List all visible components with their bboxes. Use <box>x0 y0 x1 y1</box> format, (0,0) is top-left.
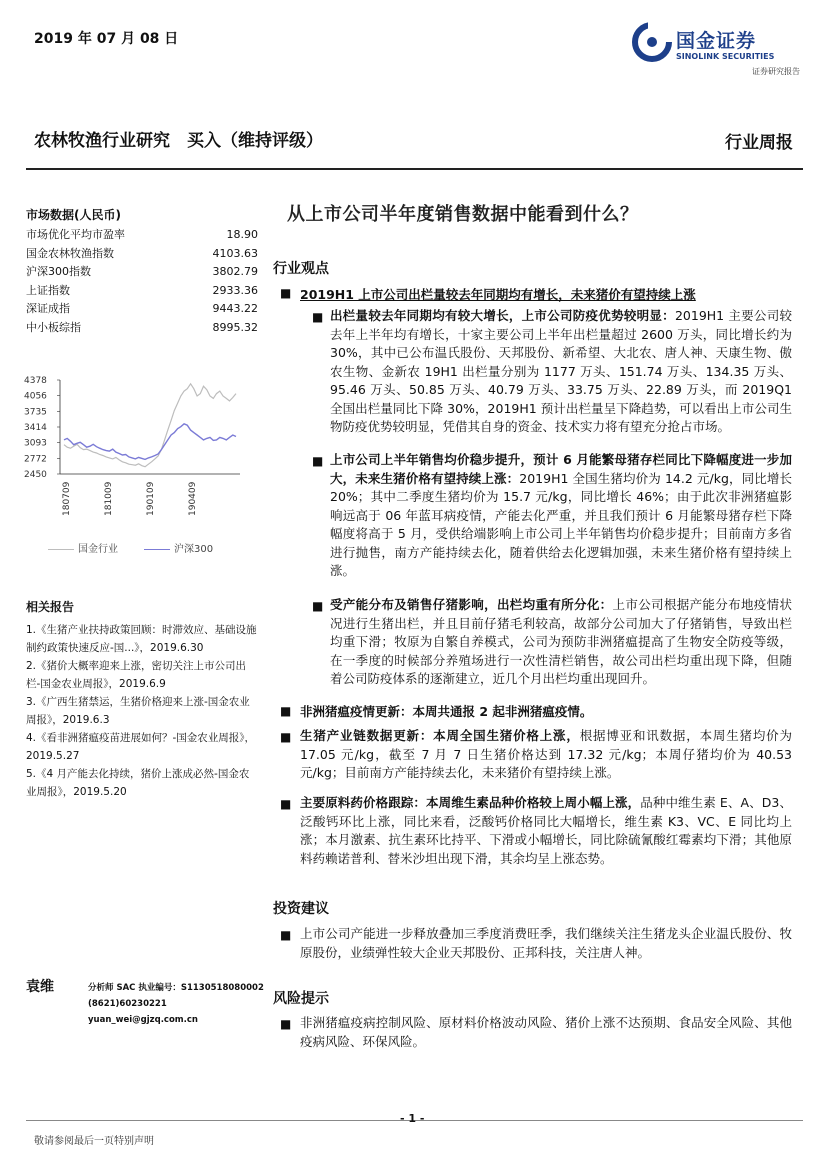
related-report-item[interactable]: 5.《4 月产能去化持续，猪价上涨成必然-国金农业周报》，2019.5.20 <box>26 768 250 798</box>
chart-y-tick-label: 2772 <box>24 454 47 465</box>
chart-y-tick-label: 4378 <box>24 376 47 386</box>
legend-item-hs300: 沪深300 <box>144 540 213 555</box>
header-rule <box>26 168 803 170</box>
market-row-value: 18.90 <box>226 228 258 241</box>
market-row <box>26 263 258 282</box>
related-report-item[interactable]: 1.《生猪产业扶持政策回顾：时滞效应、基础设施制约政策快速反应-国...》，2019.6.30 <box>26 624 257 654</box>
market-data-block <box>26 206 258 337</box>
invest-text: 上市公司产能进一步释放叠加三季度消费旺季，我们继续关注生猪龙头企业温氏股份、牧原股份，业绩弹性较大企业天邦股份、正邦科技，关注唐人神。 <box>300 926 792 960</box>
related-report-item[interactable]: 2.《猪价大概率迎来上涨，密切关注上市公司出栏-国金农业周报》，2019.6.9 <box>26 660 247 690</box>
point3: 生猪产业链数据更新：本周全国生猪价格上涨，根据博亚和讯数据，本周生猪均价为 17.05 元/kg，截至 7 月 7 日生猪价格达到 17.32 元/kg；本周仔猪均价为 40.53 元/kg；目前南方产能持续去化，未来猪价有望持续上涨。 <box>300 728 792 780</box>
section-head-risk: 风险提示 <box>273 991 329 1007</box>
risk-text: 非洲猪瘟疫病控制风险、原材料价格波动风险、猪价上涨不达预期、食品安全风险、其他疫病风险、环保风险。 <box>300 1015 792 1049</box>
analyst-phone: (8621)60230221 <box>88 999 167 1009</box>
brand-name-cn: 国金证券 <box>676 30 757 52</box>
chart-x-tick-label: 190109 <box>146 481 156 516</box>
report-date: 2019 年 07 月 08 日 <box>34 31 179 47</box>
related-report-item[interactable]: 4.《看非洲猪瘟疫苗进展如何？-国金农业周报》，2019.5.27 <box>26 732 256 762</box>
bullet-icon: ■ <box>312 454 324 468</box>
footer-note: 敬请参阅最后一页特别声明 <box>34 1136 154 1147</box>
analyst-cert: 分析师 SAC 执业编号：S1130518080002 <box>88 983 264 993</box>
chart-y-tick-label: 3735 <box>24 407 47 418</box>
market-row <box>26 245 258 264</box>
chart-series-line-0 <box>64 384 236 467</box>
related-report-item[interactable]: 3.《广西生猪禁运，生猪价格迎来上涨-国金农业周报》，2019.6.3 <box>26 696 250 726</box>
market-row <box>26 282 258 301</box>
market-row-label: 沪深300指数 <box>26 265 91 278</box>
bullet-icon: ■ <box>280 1017 292 1031</box>
market-row <box>26 319 258 338</box>
sub-point-3: 受产能分布及销售仔猪影响，出栏均重有所分化：上市公司根据产能分布地疫情状况进行生猪出栏，并且目前仔猪毛利较高，故部分公司加大了仔猪销售，导致出栏均重下滑；牧原为自繁自养模式，公司为预防非洲猪瘟提高了生物安全防疫等级，在一季度的时候部分养殖场进行一次性清栏销售，故公司出栏均重出现下降，但随着公司防疫体系的逐渐建立，近几个月出栏均重出现回升。 <box>330 597 792 686</box>
legend-item-industry: 国金行业 <box>48 540 118 555</box>
market-row-label: 深证成指 <box>26 302 70 315</box>
section-head-invest: 投资建议 <box>273 901 329 917</box>
related-reports <box>26 598 258 801</box>
chart-x-tick-label: 190409 <box>188 481 198 516</box>
brand-subtitle: 证券研究报告 <box>752 67 800 76</box>
bullet-icon: ■ <box>312 310 324 324</box>
bullet-icon: ■ <box>280 730 292 744</box>
market-row-label: 中小板综指 <box>26 320 81 334</box>
bullet-icon: ■ <box>280 704 292 718</box>
market-row-value: 9443.22 <box>212 302 258 315</box>
chart-y-tick-label: 3414 <box>24 423 47 433</box>
market-row-label: 市场优化平均市盈率 <box>26 228 125 241</box>
analyst-email: yuan_wei@gjzq.com.cn <box>88 1015 198 1025</box>
chart-y-tick-label: 3093 <box>24 438 47 449</box>
sub-point-1: 出栏量较去年同期均有较大增长，上市公司防疫优势较明显：2019H1 主要公司较去年上半年均有增长，十家主要公司上半年出栏量超过 2600 万头，同比增长约为 30%，其中已公布温氏股份、天邦股份、新希望、大北农、唐人神、天康生物、傲农生物、金新农 19H1 出栏量分别为 1177 万头、151.74 万头、134.35 万头、95.46 万头、50.85 万头、40.79 万头、33.75 万头、22.89 万头，而 2019Q1 全国出栏量同比下降 30%，2019H1 预计出栏量呈下降趋势，可以看出上市公司生物防疫优势较明显，凭借其自身的资金、技术实力将有望充分抢占市场。 <box>330 308 792 434</box>
point1-head: 2019H1 上市公司出栏量较去年同期均有增长，未来猪价有望持续上涨 <box>300 287 696 302</box>
report-header-title: 农林牧渔行业研究 买入（维持评级） <box>34 131 323 151</box>
point2: 非洲猪瘟疫情更新：本周共通报 2 起非洲猪瘟疫情。 <box>300 704 593 719</box>
chart-legend <box>48 540 258 555</box>
chart-y-tick-label: 4056 <box>24 391 47 402</box>
bullet-icon: ■ <box>280 928 292 942</box>
chart-series-line-1 <box>64 424 236 460</box>
index-chart <box>20 368 260 568</box>
analyst-info <box>88 980 268 1028</box>
brand-logo <box>632 22 807 82</box>
sinolink-logo-icon <box>632 22 672 62</box>
main-title: 从上市公司半年度销售数据中能看到什么？ <box>287 204 639 225</box>
bullet-icon: ■ <box>280 286 292 300</box>
chart-x-tick-label: 181009 <box>104 481 114 516</box>
bullet-icon: ■ <box>312 599 324 613</box>
market-row-label: 上证指数 <box>26 283 70 297</box>
market-row <box>26 300 258 319</box>
page-number: - 1 - <box>400 1112 425 1125</box>
related-reports-title: 相关报告 <box>26 600 75 614</box>
bullet-icon: ■ <box>280 797 292 811</box>
market-row-value: 2933.36 <box>212 283 258 297</box>
market-row-label: 国金农林牧渔指数 <box>26 246 114 260</box>
market-row <box>26 226 258 245</box>
chart-x-tick-label: 180709 <box>62 481 72 516</box>
analyst-name: 袁维 <box>26 979 54 995</box>
market-row-value: 4103.63 <box>212 246 258 260</box>
market-data-list <box>26 226 258 337</box>
point4: 主要原料药价格跟踪：本周维生素品种价格较上周小幅上涨，品种中维生素 E、A、D3、泛酸钙环比上涨，同比来看，泛酸钙价格同比大幅增长，维生素 K3、VC、E 同比均上涨；本月激素、抗生素环比持平、下滑或小幅增长，同比除硫氰酸红霉素均下滑；其他原料药赖诺普利、替米沙坦出现下滑，其余均呈上涨态势。 <box>300 795 792 866</box>
market-row-value: 8995.32 <box>212 320 258 334</box>
brand-name-en: SINOLINK SECURITIES <box>676 52 775 61</box>
report-doc-type: 行业周报 <box>725 133 793 153</box>
section-head-view: 行业观点 <box>273 261 329 277</box>
market-data-title: 市场数据(人民币) <box>26 208 121 222</box>
chart-y-tick-label: 2450 <box>24 470 47 480</box>
sub-point-2: 上市公司上半年销售均价稳步提升，预计 6 月能繁母猪存栏同比下降幅度进一步加大，未来生猪价格有望持续上涨：2019H1 全国生猪均价为 14.2 元/kg，同比增长 20%；其中二季度生猪均价为 15.7 元/kg，同比增长 46%；由于此次非洲猪瘟影响远高于 06 年蓝耳病疫情，产能去化严重，并且我们预计 6 月能繁母猪存栏下降幅度将高于 5 月，受供给端影响上市公司上半年销售均价稳步提升；目前南方多省进行抛售，南方产能持续去化，随着供给去化逻辑加强，未来生猪价格有望持续上涨。 <box>330 452 792 578</box>
market-row-value: 3802.79 <box>212 265 258 278</box>
